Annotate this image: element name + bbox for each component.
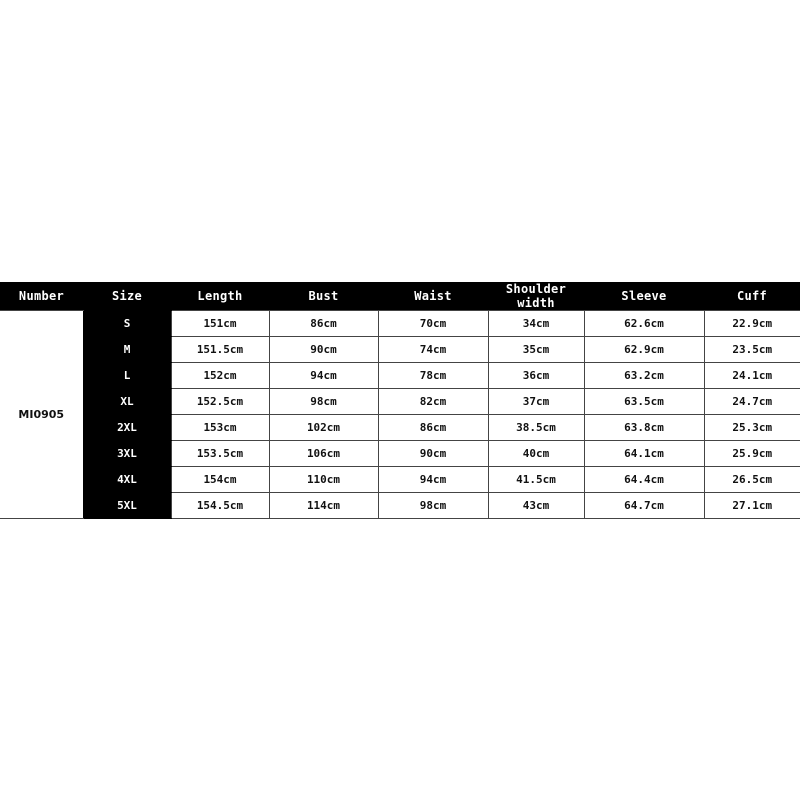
table-row — [0, 311, 800, 337]
length-cell: 154.5cm — [171, 493, 269, 519]
shoulder-cell: 41.5cm — [488, 467, 584, 493]
sleeve-cell: 63.2cm — [584, 363, 704, 389]
header-sleeve: Sleeve — [584, 282, 704, 311]
header-bust: Bust — [269, 282, 378, 311]
size-cell: XL — [83, 389, 171, 415]
length-cell: 151cm — [171, 311, 269, 337]
bust-cell: 102cm — [269, 415, 378, 441]
shoulder-cell: 40cm — [488, 441, 584, 467]
header-waist: Waist — [378, 282, 488, 311]
table-header — [0, 282, 800, 311]
cuff-cell: 27.1cm — [704, 493, 800, 519]
size-cell: 5XL — [83, 493, 171, 519]
bust-cell: 90cm — [269, 337, 378, 363]
sleeve-cell: 62.9cm — [584, 337, 704, 363]
sleeve-cell: 64.4cm — [584, 467, 704, 493]
shoulder-cell: 37cm — [488, 389, 584, 415]
cuff-cell: 22.9cm — [704, 311, 800, 337]
table-row — [0, 389, 800, 415]
cuff-cell: 24.1cm — [704, 363, 800, 389]
bust-cell: 106cm — [269, 441, 378, 467]
table-row — [0, 441, 800, 467]
header-size: Size — [83, 282, 171, 311]
waist-cell: 78cm — [378, 363, 488, 389]
length-cell: 153.5cm — [171, 441, 269, 467]
sleeve-cell: 64.7cm — [584, 493, 704, 519]
cuff-cell: 23.5cm — [704, 337, 800, 363]
waist-cell: 98cm — [378, 493, 488, 519]
cuff-cell: 25.9cm — [704, 441, 800, 467]
shoulder-cell: 36cm — [488, 363, 584, 389]
shoulder-cell: 35cm — [488, 337, 584, 363]
bust-cell: 94cm — [269, 363, 378, 389]
header-shoulder-width: Shoulder width — [488, 282, 584, 311]
length-cell: 152cm — [171, 363, 269, 389]
sleeve-cell: 63.8cm — [584, 415, 704, 441]
size-cell: L — [83, 363, 171, 389]
cuff-cell: 25.3cm — [704, 415, 800, 441]
sleeve-cell: 62.6cm — [584, 311, 704, 337]
table-row — [0, 493, 800, 519]
bust-cell: 98cm — [269, 389, 378, 415]
cuff-cell: 26.5cm — [704, 467, 800, 493]
table-row — [0, 337, 800, 363]
shoulder-cell: 43cm — [488, 493, 584, 519]
length-cell: 152.5cm — [171, 389, 269, 415]
header-row — [0, 282, 800, 311]
waist-cell: 74cm — [378, 337, 488, 363]
shoulder-cell: 34cm — [488, 311, 584, 337]
length-cell: 151.5cm — [171, 337, 269, 363]
cuff-cell: 24.7cm — [704, 389, 800, 415]
model-number-cell: MI0905 — [0, 311, 83, 519]
header-cuff: Cuff — [704, 282, 800, 311]
waist-cell: 94cm — [378, 467, 488, 493]
bust-cell: 86cm — [269, 311, 378, 337]
bust-cell: 114cm — [269, 493, 378, 519]
waist-cell: 90cm — [378, 441, 488, 467]
waist-cell: 70cm — [378, 311, 488, 337]
size-chart-table — [0, 282, 800, 519]
length-cell: 154cm — [171, 467, 269, 493]
shoulder-cell: 38.5cm — [488, 415, 584, 441]
table-row — [0, 363, 800, 389]
size-cell: 2XL — [83, 415, 171, 441]
size-cell: 4XL — [83, 467, 171, 493]
header-length: Length — [171, 282, 269, 311]
table-row — [0, 415, 800, 441]
size-cell: 3XL — [83, 441, 171, 467]
length-cell: 153cm — [171, 415, 269, 441]
table-body — [0, 311, 800, 519]
bust-cell: 110cm — [269, 467, 378, 493]
waist-cell: 86cm — [378, 415, 488, 441]
size-cell: M — [83, 337, 171, 363]
size-cell: S — [83, 311, 171, 337]
waist-cell: 82cm — [378, 389, 488, 415]
table-row — [0, 467, 800, 493]
sleeve-cell: 64.1cm — [584, 441, 704, 467]
sleeve-cell: 63.5cm — [584, 389, 704, 415]
header-number: Number — [0, 282, 83, 311]
